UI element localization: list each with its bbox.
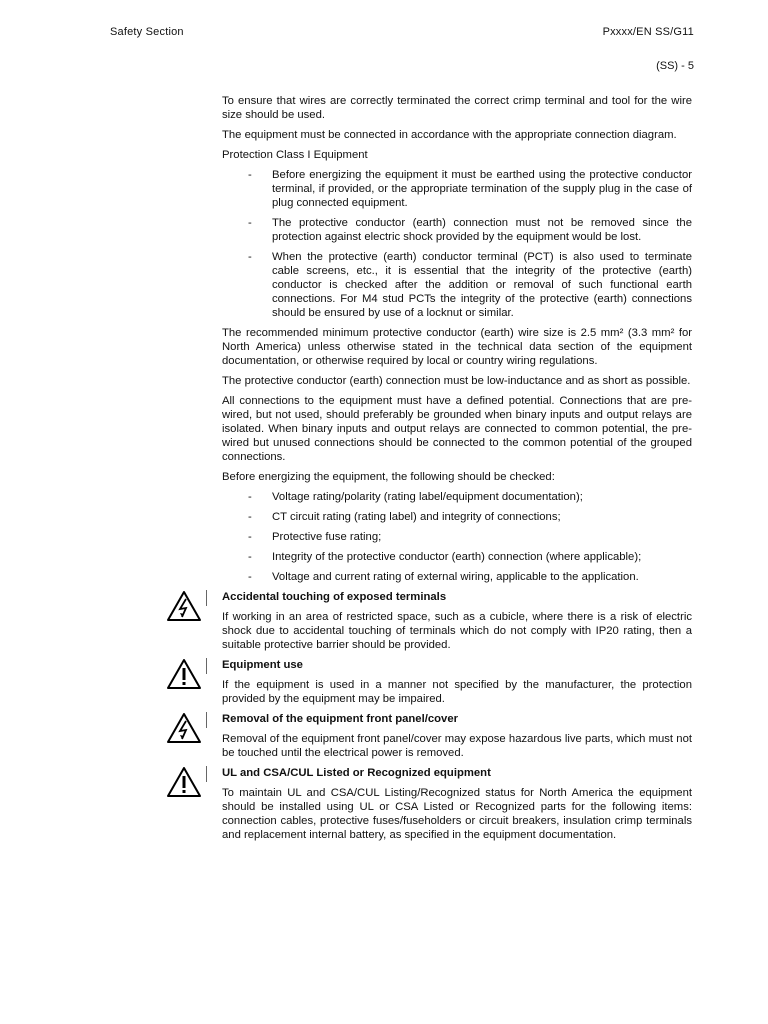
section-text: To maintain UL and CSA/CUL Listing/Recognized status for North America the equipment should be installed using UL or CSA Listed or Recognized parts for the following items: connection cables, protective fuses/fuseholders or circuit breakers, insulation crimp terminals and replacement internal battery, as specified in the equipment documentation. [222, 787, 692, 841]
dash-bullet: - [248, 251, 252, 263]
caution-exclamation-icon [166, 766, 202, 798]
caution-exclamation-icon [166, 658, 202, 690]
protection-class-heading: Protection Class I Equipment [222, 149, 368, 161]
section-title: Accidental touching of exposed terminals [222, 591, 447, 603]
section-front-panel-removal [222, 712, 692, 760]
section-title: Removal of the equipment front panel/cover [222, 713, 459, 725]
paragraph-checklist-intro: Before energizing the equipment, the following should be checked: [222, 471, 555, 483]
list-item: - The protective conductor (earth) connection must not be removed since the protection against electric shock provided by the equipment would be lost. [248, 217, 692, 243]
section-accidental-touching [222, 590, 692, 652]
list-item: - When the protective (earth) conductor terminal (PCT) is also used to terminate cable screens, etc., it is essential that the integrity of the protective (earth) conductor is checked after the addition or removal of such functional earth connections. For M4 stud PCTs the integrity of the protective (earth) connections should be ensured by use of a locknut or similar. [248, 251, 692, 319]
section-text: Removal of the equipment front panel/cover may expose hazardous live parts, which must not be touched until the electrical power is removed. [222, 733, 692, 759]
paragraph-connection-diagram: The equipment must be connected in accordance with the appropriate connection diagram. [222, 129, 677, 141]
section-separator [206, 658, 207, 674]
energizing-checklist [222, 490, 692, 584]
section-separator [206, 766, 207, 782]
section-separator [206, 712, 207, 728]
electric-shock-warning-icon [166, 590, 202, 622]
list-item: - Voltage rating/polarity (rating label/equipment documentation); [248, 491, 583, 503]
list-item: - CT circuit rating (rating label) and integrity of connections; [248, 511, 561, 523]
page-content [222, 94, 692, 848]
dash-bullet: - [248, 169, 252, 181]
page-number: (SS) - 5 [656, 60, 694, 72]
section-separator [206, 590, 207, 606]
dash-bullet: - [248, 217, 252, 229]
paragraph-wire-size: The recommended minimum protective conductor (earth) wire size is 2.5 mm² (3.3 mm² for North America) unless otherwise stated in the technical data section of the equipment documentation, or otherwise required by local or country wiring regulations. [222, 327, 692, 367]
protection-class-list [222, 168, 692, 320]
section-equipment-use [222, 658, 692, 706]
dash-bullet: - [248, 511, 252, 523]
section-text: If working in an area of restricted space, such as a cubicle, where there is a risk of electric shock due to accidental touching of terminals which do not comply with IP20 rating, then a suitable protective barrier should be provided. [222, 611, 692, 651]
paragraph-low-inductance: The protective conductor (earth) connection must be low-inductance and as short as possible. [222, 375, 691, 387]
paragraph-defined-potential: All connections to the equipment must have a defined potential. Connections that are pre-wired, but not used, should preferably be grounded when binary inputs and output relays are isolated. When binary inputs and output relays are connected to common potential, the pre-wired but unused connections should be connected to the common potential of the grouped connections. [222, 395, 692, 463]
section-text: If the equipment is used in a manner not specified by the manufacturer, the protection provided by the equipment may be impaired. [222, 679, 692, 705]
dash-bullet: - [248, 491, 252, 503]
section-ul-csa-listed [222, 766, 692, 842]
list-item: - Protective fuse rating; [248, 531, 382, 543]
dash-bullet: - [248, 571, 252, 583]
header-document-code: Pxxxx/EN SS/G11 [602, 26, 694, 38]
list-item: - Before energizing the equipment it must be earthed using the protective conductor terminal, if provided, or the appropriate termination of the supply plug in the case of plug connected equipment. [248, 169, 692, 209]
paragraph-crimp-terminal: To ensure that wires are correctly terminated the correct crimp terminal and tool for the wire size should be used. [222, 95, 692, 121]
header-section-title: Safety Section [110, 26, 184, 38]
list-item: - Voltage and current rating of external wiring, applicable to the application. [248, 571, 639, 583]
electric-shock-warning-icon [166, 712, 202, 744]
dash-bullet: - [248, 551, 252, 563]
section-title: Equipment use [222, 659, 303, 671]
section-title: UL and CSA/CUL Listed or Recognized equipment [222, 767, 491, 779]
dash-bullet: - [248, 531, 252, 543]
list-item: - Integrity of the protective conductor (earth) connection (where applicable); [248, 551, 642, 563]
